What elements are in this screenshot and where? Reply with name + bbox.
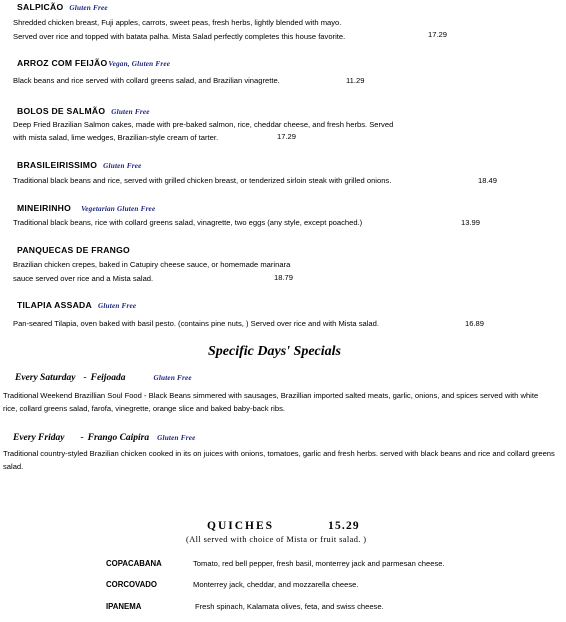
menu-item-description: Deep Fried Brazilian Salmon cakes, made with pre-baked salmon, rice, cheddar cheese, and fresh herbs. Served bbox=[13, 120, 394, 129]
gluten-free-tag: Gluten Free bbox=[97, 302, 137, 310]
quiche-name: IPANEMA bbox=[106, 602, 142, 611]
menu-item-price: 18.79 bbox=[274, 273, 294, 282]
menu-item-description: Served over rice and topped with batata palha. Mista Salad perfectly completes this house favorite. bbox=[13, 32, 346, 41]
menu-item-description: Black beans and rice served with collard greens salad, and Brazilian vinagrette. bbox=[13, 76, 280, 85]
special-day-title: Every Friday - Frango Caipira Gluten Free bbox=[13, 433, 196, 443]
menu-item-name: BOLOS DE SALMÃO Gluten Free bbox=[17, 106, 150, 116]
menu-item-description: sauce served over rice and a Mista salad. bbox=[13, 274, 154, 283]
gluten-free-tag: Gluten Free bbox=[153, 374, 192, 382]
menu-item-price: 17.29 bbox=[428, 30, 448, 39]
quiches-price: 15.29 bbox=[328, 520, 360, 532]
menu-item-description: with mista salad, lime wedges, Brazilian-style cream of tarter. bbox=[13, 133, 219, 142]
special-description: Traditional country-styled Brazilian chicken cooked in its on juices with onions, tomatoes, garlic and fresh herbs. served with black beans and rice and collard greens salad. bbox=[3, 449, 555, 471]
quiches-subtitle: (All served with choice of Mista or fruit salad. ) bbox=[186, 535, 367, 544]
menu-item-name: SALPICÃO Gluten Free bbox=[17, 2, 108, 12]
menu-item-description: Shredded chicken breast, Fuji apples, carrots, sweet peas, fresh herbs, lightly blended with mayo. bbox=[13, 18, 342, 27]
menu-item-description: Brazilian chicken crepes, baked in Catupiry cheese sauce, or homemade marinara bbox=[13, 260, 291, 269]
quiche-name: COPACABANA bbox=[106, 559, 162, 568]
menu-item-description: Pan-seared Tilapia, oven baked with basil pesto. (contains pine nuts, ) Served over rice and with Mista salad. bbox=[13, 319, 379, 328]
menu-item-description: Traditional black beans, rice with collard greens salad, vinagrette, two eggs (any style, except poached.) bbox=[13, 218, 363, 227]
specials-heading: Specific Days' Specials bbox=[208, 344, 341, 359]
quiche-description: Tomato, red bell pepper, fresh basil, monterrey jack and parmesan cheese. bbox=[193, 559, 445, 568]
menu-item-name: BRASILEIRISSIMO Gluten Free bbox=[17, 160, 142, 170]
menu-item-name: MINEIRINHO Vegetarian Gluten Free bbox=[17, 203, 156, 213]
vegan-gluten-free-tag: Vegan, Gluten Free bbox=[108, 60, 171, 68]
gluten-free-tag: Gluten Free bbox=[103, 162, 142, 170]
special-description: Traditional Weekend Brazillian Soul Food - Black Beans simmered with sausages, Brazillian imported salted meats, garlic, onions, and spices served with white rice, collard greens salad, farofa, vinegrette, orange slice and baked baby-back ribs. bbox=[3, 391, 539, 413]
vegetarian-gluten-free-tag: Vegetarian Gluten Free bbox=[81, 205, 156, 213]
menu-item-price: 18.49 bbox=[478, 176, 498, 185]
gluten-free-tag: Gluten Free bbox=[157, 434, 196, 442]
menu-item-price: 16.89 bbox=[465, 319, 485, 328]
menu-item-price: 11.29 bbox=[346, 76, 365, 85]
menu-item-name: TILAPIA ASSADA Gluten Free bbox=[17, 300, 137, 310]
gluten-free-tag: Gluten Free bbox=[69, 4, 108, 12]
menu-item-name: ARROZ COM FEIJÃOVegan, Gluten Free bbox=[17, 58, 171, 68]
quiche-description: Fresh spinach, Kalamata olives, feta, and swiss cheese. bbox=[195, 602, 384, 611]
special-day-title: Every Saturday - Feijoada Gluten Free bbox=[15, 373, 192, 383]
quiches-title: QUICHES bbox=[207, 520, 275, 532]
menu-item-price: 13.99 bbox=[461, 218, 481, 227]
menu-item-name: PANQUECAS DE FRANGO bbox=[17, 245, 130, 255]
menu-item-price: 17.29 bbox=[277, 132, 297, 141]
quiche-description: Monterrey jack, cheddar, and mozzarella cheese. bbox=[193, 580, 359, 589]
gluten-free-tag: Gluten Free bbox=[111, 108, 150, 116]
quiche-name: CORCOVADO bbox=[106, 580, 157, 589]
menu-item-description: Traditional black beans and rice, served with grilled chicken breast, or tenderized sirloin steak with grilled onions. bbox=[13, 176, 392, 185]
